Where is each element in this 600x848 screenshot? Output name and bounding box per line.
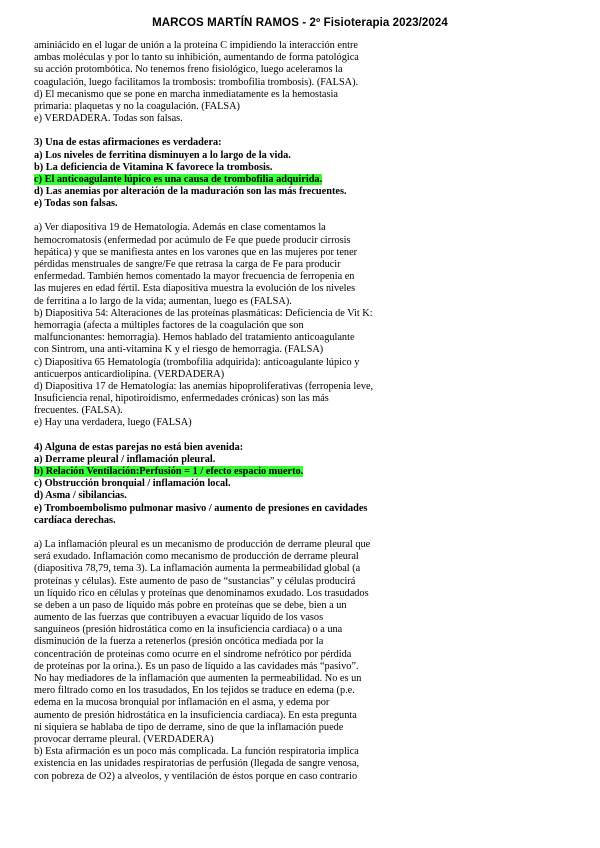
text-line: coagulación, luego facilitamos la trombosis: trombofilia trombosis). (FALSA).: [34, 76, 359, 88]
q3-answer-line: b) Diapositiva 54: Alteraciones de las proteínas plasmáticas: Deficiencia de Vit K:: [34, 307, 373, 319]
q3-answer-line: d) Diapositiva 17 de Hematología: las anemias hipoproliferativas (ferropenia leve,: [34, 380, 374, 392]
q4-answer-line: con pobreza de O2) a alveolos, y ventilación de éstos porque en caso contrario: [34, 770, 358, 782]
q4-answer-line: No hay mediadores de la inflamación que aumenten la permeabilidad. No es un: [34, 673, 362, 684]
q3-answer-line: anticuerpos anticardiolipina. (VERDADERA): [34, 368, 225, 380]
q3-answer-line: e) Hay una verdadera, luego (FALSA): [34, 417, 192, 429]
q3-answer-line: pérdidas menstruales de sangre/Fe que retrasa la carga de Fe para producir: [34, 259, 341, 270]
q3-option-d: d) Las anemias por alteración de la maduración son las más frecuentes.: [34, 186, 347, 198]
q4-answer-line: sanguíneos (presión hidrostática como en la insuficiencia cardiaca) o a una: [34, 624, 343, 636]
q4-answer-line: se deben a un paso de líquido más pobre en proteínas que se debe, bien a un: [34, 599, 347, 611]
q3-answer-line: hemocromatosis (enfermedad por acúmulo de Fe que puede producir cirrosis: [34, 234, 351, 246]
q3-option-c-highlighted: [34, 174, 564, 186]
q4-answer-line: a) La inflamación pleural es un mecanismo de producción de derrame pleural que: [34, 538, 371, 550]
q4-answer-line: aumento de presión hidrostática en la insuficiencia cardiaca). En esta pregunta: [34, 709, 357, 721]
q3-answer-line: frecuentes. (FALSA).: [34, 405, 123, 417]
q4-answer-line: (diapositiva 78,79, tema 3). La inflamación aumenta la permeabilidad global (a: [34, 563, 361, 575]
q4-answer-line: concentración de proteínas como ocurre en el síndrome nefrótico por pérdida: [34, 648, 352, 660]
text-line: d) El mecanismo que se pone en marcha inmediatamente es la hemostasia: [34, 88, 338, 100]
q3-answer-line: c) Diapositiva 65 Hematología (trombofilia adquirida): anticoagulante lúpico y: [34, 356, 360, 368]
q3-answer-line: enfermedad. También hemos comentado la mayor frecuencia de ferropenia en: [34, 271, 355, 283]
q4-answer-line: proteínas y células). Este aumento de paso de “sustancias” y células producirá: [34, 575, 356, 587]
q4-answer-line: aumento de las fuerzas que contribuyen a evacuar líquido de los vasos: [34, 612, 324, 624]
text-line: aminiácido en el lugar de unión a la proteína C impidiendo la interacción entre: [34, 40, 358, 51]
q4-answer-line: de proteínas por la orina.). Es un paso de líquido a las cavidades más “pasivo”.: [34, 660, 359, 672]
page-header: MARCOS MARTÍN RAMOS - 2º Fisioterapia 2023/2024: [152, 17, 448, 29]
q3-option-b: b) La deficiencia de Vitamina K favorece la trombosis.: [34, 161, 273, 173]
q4-option-a: a) Derrame pleural / inflamación pleural.: [34, 453, 216, 465]
q3-answer-line: las mujeres en edad fértil. Esta diapositiva muestra la evolución de los niveles: [34, 283, 356, 295]
q3-answer-line: malfuncionantes: hemorragia). Hemos hablado del tratamiento anticoagulante: [34, 332, 355, 344]
q3-option-a: a) Los niveles de ferritina disminuyen a lo largo de la vida.: [34, 149, 291, 161]
q4-option-c: c) Obstrucción bronquial / inflamación local.: [34, 478, 231, 490]
q4-answer-line: provocar derrame pleural. (VERDADERA): [34, 733, 214, 745]
question-4-title: 4) Alguna de estas parejas no está bien avenida:: [34, 441, 244, 453]
q3-option-e: e) Todas son falsas.: [34, 198, 118, 210]
text-line: ambas moléculas y por lo tanto su inhibición, aumentando de forma patológica: [34, 52, 359, 64]
q4-answer-line: ni siquiera se hablaba de tipo de derrame, sino de que la inflamación puede: [34, 721, 344, 733]
q3-answer-line: Insuficiencia renal, hipotiroidismo, enfermedades crónicas) son las más: [34, 393, 329, 405]
q3-answer-line: hemorragia (afecta a múltiples factores de la coagulación que son: [34, 319, 304, 331]
question-3-title: 3) Una de estas afirmaciones es verdadera:: [34, 137, 222, 149]
text-line: su acción protombótica. No tenemos freno fisiológico, luego aceleramos la: [34, 64, 343, 76]
q4-answer-line: será exudado. Inflamación como mecanismo de producción de derrame pleural: [34, 551, 359, 563]
q4-option-e: e) Tromboembolismo pulmonar masivo / aumento de presiones en cavidades: [34, 502, 368, 514]
q4-answer-line: existencia en las unidades respiratorias de perfusión (llegada de sangre venosa,: [34, 758, 360, 770]
q3-answer-line: hepática) y que se manifiesta antes en los varones que en las mujeres por tener: [34, 246, 358, 258]
q4-answer-line: b) Esta afirmación es un poco más complicada. La función respiratoria implica: [34, 746, 359, 758]
text-line: e) VERDADERA. Todas son falsas.: [34, 113, 183, 125]
q4-option-b-highlighted: [34, 466, 564, 478]
q4-answer-line: disminución de la fuerza a retenerlos (presión oncótica mediada por la: [34, 636, 324, 648]
q4-answer-line: mero filtrado como en los trasudados, En los tejidos se traduce en edema (p.e.: [34, 685, 355, 697]
q3-answer-line: a) Ver diapositiva 19 de Hematología. Además en clase comentamos la: [34, 222, 326, 234]
q4-option-e-continued: cardíaca derechas.: [34, 514, 116, 526]
q3-answer-line: con Sintrom, una anti-vitamina K y el riesgo de hemorragia. (FALSA): [34, 344, 324, 356]
q3-correct-highlight: c) El anticoagulante lúpico es una causa de trombofilia adquirida.: [34, 173, 323, 185]
q4-answer-line: un líquido rico en células y proteínas que denominamos exudado. Los trasudados: [34, 587, 369, 599]
q4-correct-highlight: b) Relación Ventilación:Perfusión = 1 / efecto espacio muerto.: [34, 466, 304, 477]
text-line: primaria: plaquetas y no la coagulación. (FALSA): [34, 100, 240, 112]
q4-option-d: d) Asma / sibilancias.: [34, 490, 127, 502]
q4-answer-line: edema en la mucosa bronquial por inflamación en el asma, y edema por: [34, 697, 330, 709]
q3-answer-line: de ferritina a lo largo de la vida; aumentan, luego es (FALSA).: [34, 295, 292, 307]
document-body: [34, 40, 564, 783]
